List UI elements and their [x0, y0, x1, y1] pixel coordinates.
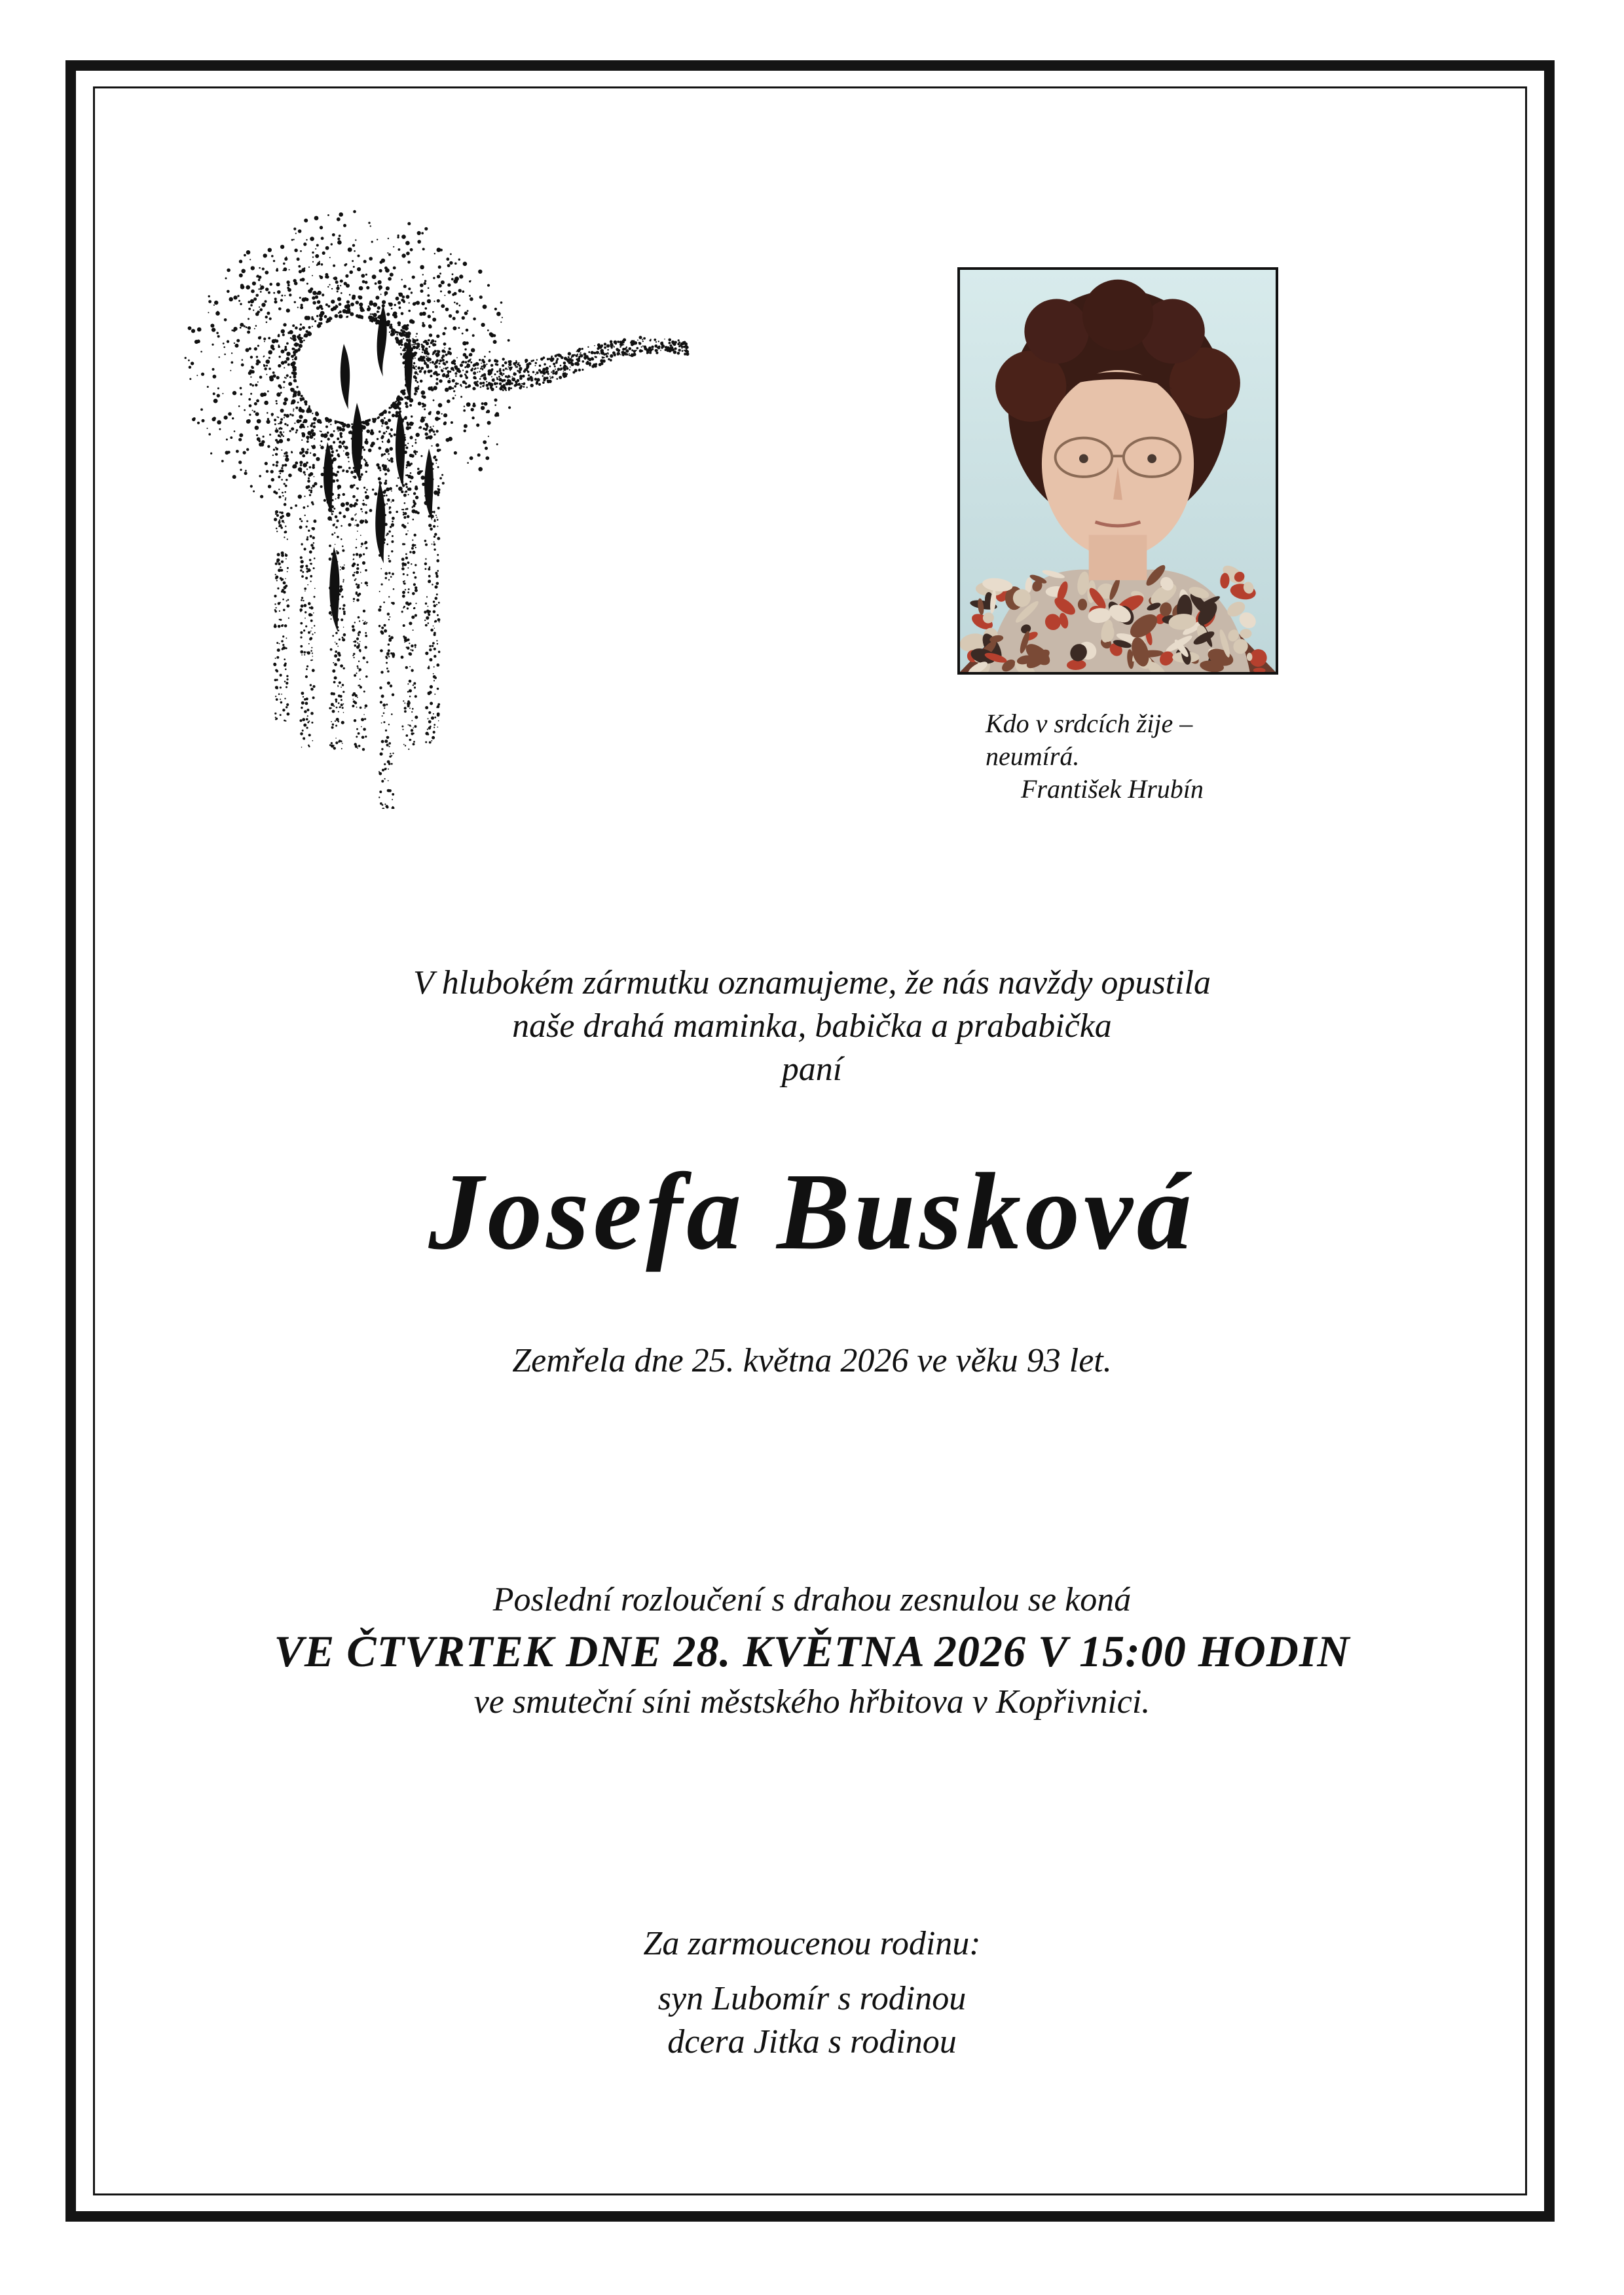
family-signature	[157, 1922, 1467, 2064]
family-member: dcera Jitka s rodinou	[667, 2023, 957, 2061]
announcement-line-2: naše drahá maminka, babička a prababička	[512, 1007, 1112, 1045]
funeral-info	[157, 1578, 1467, 1724]
family-member: syn Lubomír s rodinou	[657, 1980, 967, 2017]
funeral-place: ve smuteční síni městského hřbitova v Kopřivnici.	[473, 1683, 1151, 1721]
funeral-intro: Poslední rozloučení s drahou zesnulou se koná	[492, 1581, 1132, 1618]
quote-author: František Hrubín	[1021, 774, 1204, 804]
portrait-photo	[957, 267, 1278, 675]
candles-moon-ornament-icon	[183, 206, 694, 809]
funeral-date-time: VE ČTVRTEK DNE 28. KVĚTNA 2026 V 15:00 HODIN	[274, 1626, 1350, 1676]
family-heading: Za zarmoucenou rodinu:	[643, 1925, 981, 1962]
announcement-text	[157, 961, 1467, 1091]
announcement-line-1: V hlubokém zármutku oznamujeme, že nás navždy opustila	[413, 964, 1211, 1001]
quote-line-1: Kdo v srdcích žije –	[986, 709, 1193, 738]
memorial-quote	[986, 707, 1352, 806]
announcement-line-3: paní	[781, 1051, 843, 1088]
quote-line-2: neumírá.	[986, 741, 1080, 771]
death-info: Zemřela dne 25. května 2026 ve věku 93 let.	[512, 1342, 1112, 1379]
deceased-name: Josefa Busková	[428, 1151, 1196, 1273]
